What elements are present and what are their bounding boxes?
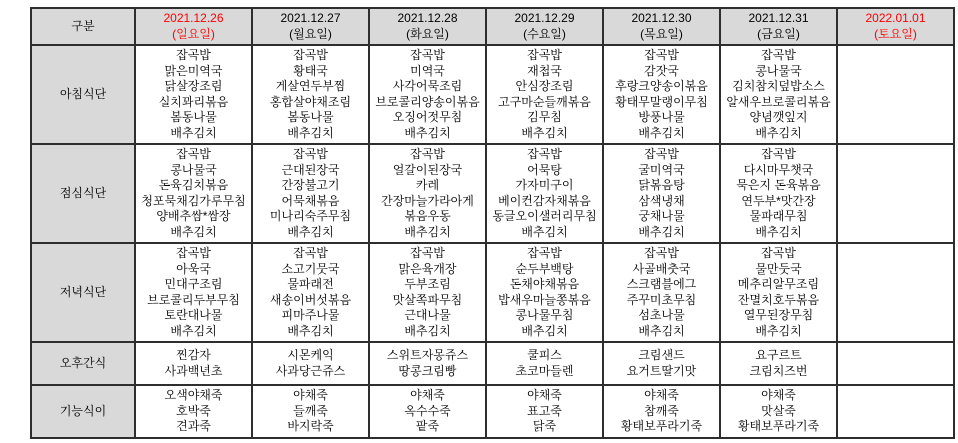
row-label: 아침식단 xyxy=(31,45,135,144)
menu-item: 닭죽 xyxy=(532,419,557,433)
menu-cell xyxy=(369,385,486,438)
menu-item: 배추김치 xyxy=(404,125,451,140)
menu-cell xyxy=(720,385,837,438)
menu-cell xyxy=(369,45,486,144)
menu-item: 옥수수죽 xyxy=(404,403,451,418)
menu-item: 오징어젓무침 xyxy=(392,110,463,124)
menu-item: 배추김치 xyxy=(638,323,685,338)
table-row xyxy=(31,144,954,243)
corner-label: 구분 xyxy=(31,8,135,45)
menu-item: 알새우브로콜리볶음 xyxy=(726,94,831,109)
header-weekday: (월요일) xyxy=(289,26,332,41)
menu-item: 쿨피스 xyxy=(527,348,562,362)
menu-cell xyxy=(837,144,954,243)
table-header xyxy=(31,8,954,45)
menu-item: 잡곡밥 xyxy=(644,48,679,62)
menu-item: 시몬케익 xyxy=(287,348,334,362)
menu-item: 간장불고기 xyxy=(281,178,340,192)
menu-item: 콩나물국 xyxy=(170,162,217,177)
menu-item: 참깨죽 xyxy=(644,403,679,418)
date-header-2021.12.31 xyxy=(720,8,837,45)
menu-item: 돈채야채볶음 xyxy=(509,277,580,291)
header-date: 2021.12.31 xyxy=(748,11,809,25)
menu-cell xyxy=(603,243,720,342)
menu-item: 브로콜리두부무침 xyxy=(147,292,240,307)
menu-cell xyxy=(252,385,369,438)
menu-cell xyxy=(486,385,603,438)
menu-item: 잡곡밥 xyxy=(410,147,445,161)
date-header-2022.01.01 xyxy=(837,8,954,45)
menu-item: 야채죽 xyxy=(644,388,679,402)
header-weekday: (토요일) xyxy=(874,26,917,41)
menu-item: 찐감자 xyxy=(176,348,211,362)
row-label: 점심식단 xyxy=(31,144,135,243)
header-date: 2022.01.01 xyxy=(865,11,926,25)
menu-cell xyxy=(486,342,603,385)
menu-cell xyxy=(837,385,954,438)
menu-item: 피마주나물 xyxy=(281,308,340,322)
menu-cell xyxy=(369,342,486,385)
menu-item: 크림샌드 xyxy=(638,348,685,362)
menu-item: 후랑크양송이볶음 xyxy=(615,79,708,93)
menu-item: 황태무말랭이무침 xyxy=(615,94,708,109)
menu-item: 굴미역국 xyxy=(638,162,685,177)
menu-item: 미나리숙주무침 xyxy=(269,209,352,223)
menu-item: 초코마들렌 xyxy=(515,363,574,378)
menu-item: 배추김치 xyxy=(521,224,568,239)
menu-item: 잡곡밥 xyxy=(410,246,445,260)
menu-item: 잡곡밥 xyxy=(176,246,211,260)
menu-item: 봄동나물 xyxy=(170,110,217,124)
menu-item: 배추김치 xyxy=(287,224,334,239)
menu-item: 배추김치 xyxy=(170,224,217,239)
menu-item: 두부조림 xyxy=(404,277,451,291)
menu-item: 민대구조림 xyxy=(164,277,223,291)
header-date: 2021.12.29 xyxy=(514,11,575,25)
menu-item: 맑은미역국 xyxy=(164,63,223,78)
menu-cell xyxy=(486,144,603,243)
menu-item: 실치꽈리볶음 xyxy=(158,94,229,109)
menu-cell xyxy=(135,243,252,342)
menu-item: 방풍나물 xyxy=(638,110,685,124)
menu-item: 잡곡밥 xyxy=(176,48,211,62)
menu-item: 배추김치 xyxy=(170,323,217,338)
date-header-2021.12.29 xyxy=(486,8,603,45)
menu-item: 아욱국 xyxy=(176,261,211,276)
menu-item: 잡곡밥 xyxy=(176,147,211,161)
menu-cell xyxy=(252,342,369,385)
menu-item: 잡곡밥 xyxy=(761,48,796,62)
menu-item: 야채죽 xyxy=(527,388,562,402)
header-weekday: (수요일) xyxy=(523,26,566,41)
menu-item: 미역국 xyxy=(410,63,445,78)
menu-item: 베이컨감자채볶음 xyxy=(498,193,591,208)
menu-item: 동글오이샐러리무침 xyxy=(492,209,597,223)
menu-item: 팥죽 xyxy=(415,419,440,433)
menu-item: 배추김치 xyxy=(404,323,451,338)
menu-item: 배추김치 xyxy=(521,125,568,140)
menu-item: 잔멸치호두볶음 xyxy=(737,292,820,307)
menu-cell xyxy=(369,243,486,342)
menu-item: 잡곡밥 xyxy=(761,246,796,260)
menu-item: 메추리알무조림 xyxy=(737,277,820,291)
menu-item: 새송이버섯볶음 xyxy=(269,292,352,307)
menu-cell xyxy=(603,45,720,144)
menu-item: 사과당근쥬스 xyxy=(275,363,346,378)
menu-item: 밥새우마늘쫑볶음 xyxy=(498,292,591,307)
menu-item: 잡곡밥 xyxy=(644,246,679,260)
menu-item: 잡곡밥 xyxy=(527,48,562,62)
menu-item: 야채죽 xyxy=(761,388,796,402)
menu-item: 야채죽 xyxy=(293,388,328,402)
menu-item: 돈육김치볶음 xyxy=(158,178,229,192)
menu-item: 잡곡밥 xyxy=(410,48,445,62)
menu-item: 배추김치 xyxy=(170,125,217,140)
menu-item: 얼갈이된장국 xyxy=(392,162,463,177)
menu-item: 배추김치 xyxy=(755,125,802,140)
menu-item: 근대된장국 xyxy=(281,162,340,177)
menu-item: 황태국 xyxy=(293,63,328,78)
menu-item: 사골배춧국 xyxy=(632,261,691,276)
menu-item: 고구마순들깨볶음 xyxy=(498,94,591,109)
menu-item: 오색야채죽 xyxy=(164,388,223,402)
menu-cell xyxy=(837,342,954,385)
menu-item: 잡곡밥 xyxy=(293,147,328,161)
menu-cell xyxy=(603,385,720,438)
menu-item: 물파래전 xyxy=(287,277,334,291)
menu-cell xyxy=(720,342,837,385)
header-weekday: (일요일) xyxy=(172,26,215,41)
menu-item: 닭볶음탕 xyxy=(638,178,685,192)
menu-item: 게살연두부찜 xyxy=(275,79,346,93)
menu-cell xyxy=(135,144,252,243)
menu-item: 양념깻잎지 xyxy=(749,110,808,124)
menu-item: 홍합살야채조림 xyxy=(269,94,352,109)
table-row xyxy=(31,243,954,342)
menu-item: 배추김치 xyxy=(638,125,685,140)
menu-item: 스크램블에그 xyxy=(626,277,697,291)
menu-item: 배추김치 xyxy=(755,224,802,239)
menu-item: 재첩국 xyxy=(527,63,562,78)
date-header-2021.12.27 xyxy=(252,8,369,45)
menu-item: 스위트자몽쥬스 xyxy=(386,348,469,362)
menu-item: 궁채나물 xyxy=(638,209,685,223)
date-header-2021.12.28 xyxy=(369,8,486,45)
menu-item: 콩나물국 xyxy=(755,63,802,78)
menu-item: 닭살장조림 xyxy=(164,79,223,93)
header-date: 2021.12.27 xyxy=(280,11,341,25)
header-weekday: (금요일) xyxy=(757,26,800,41)
menu-cell xyxy=(486,243,603,342)
menu-item: 김무침 xyxy=(527,110,562,124)
menu-item: 잡곡밥 xyxy=(527,147,562,161)
menu-item: 묵은지 돈육볶음 xyxy=(736,178,821,192)
menu-cell xyxy=(603,342,720,385)
date-header-2021.12.26 xyxy=(135,8,252,45)
menu-item: 잡곡밥 xyxy=(527,246,562,260)
menu-item: 잡곡밥 xyxy=(761,147,796,161)
menu-item: 감잣국 xyxy=(644,63,679,78)
menu-item: 배추김치 xyxy=(521,323,568,338)
table-row xyxy=(31,342,954,385)
menu-item: 배추김치 xyxy=(287,125,334,140)
menu-cell xyxy=(486,45,603,144)
menu-item: 야채죽 xyxy=(410,388,445,402)
menu-item: 요구르트 xyxy=(755,348,802,362)
row-label: 기능식이 xyxy=(31,385,135,438)
date-header-2021.12.30 xyxy=(603,8,720,45)
menu-item: 근대나물 xyxy=(404,308,451,322)
menu-cell xyxy=(603,144,720,243)
menu-item: 볶음우동 xyxy=(404,209,451,223)
menu-cell xyxy=(837,45,954,144)
menu-cell xyxy=(135,385,252,438)
menu-item: 섬초나물 xyxy=(638,308,685,322)
menu-item: 맑은육개장 xyxy=(398,261,457,276)
menu-item: 카레 xyxy=(415,178,440,192)
menu-item: 연두부*맛간장 xyxy=(741,193,816,208)
menu-item: 잡곡밥 xyxy=(644,147,679,161)
menu-item: 잡곡밥 xyxy=(293,246,328,260)
menu-cell xyxy=(135,342,252,385)
menu-item: 어묵탕 xyxy=(527,162,562,177)
row-label: 저녁식단 xyxy=(31,243,135,342)
menu-cell xyxy=(252,45,369,144)
menu-item: 사각어묵조림 xyxy=(392,79,463,93)
menu-item: 순두부백탕 xyxy=(515,261,574,276)
menu-cell xyxy=(837,243,954,342)
table-row xyxy=(31,385,954,438)
menu-item: 삼색냉채 xyxy=(638,193,685,208)
table-body xyxy=(31,45,954,438)
menu-item: 들깨죽 xyxy=(293,403,328,418)
menu-item: 표고죽 xyxy=(527,403,562,418)
menu-item: 소고기뭇국 xyxy=(281,261,340,276)
menu-item: 사과백년초 xyxy=(164,363,223,378)
menu-item: 요거트딸기맛 xyxy=(626,363,697,378)
menu-item: 주꾸미초무침 xyxy=(626,292,697,307)
menu-item: 안심장조림 xyxy=(515,79,574,93)
menu-item: 잡곡밥 xyxy=(293,48,328,62)
menu-item: 청포묵채김가루무침 xyxy=(141,193,246,208)
menu-item: 간장마늘가라아게 xyxy=(381,193,474,208)
menu-item: 견과죽 xyxy=(176,419,211,433)
menu-item: 양배추쌈*쌈장 xyxy=(156,209,231,223)
menu-item: 호박죽 xyxy=(176,403,211,418)
menu-cell xyxy=(720,45,837,144)
menu-item: 배추김치 xyxy=(287,323,334,338)
menu-item: 배추김치 xyxy=(638,224,685,239)
meal-plan-table xyxy=(30,7,955,439)
menu-cell xyxy=(720,243,837,342)
menu-item: 황태보푸라기죽 xyxy=(737,419,820,433)
header-date: 2021.12.30 xyxy=(631,11,692,25)
menu-item: 브로콜리양송이볶음 xyxy=(375,94,480,109)
menu-item: 봄동나물 xyxy=(287,110,334,124)
menu-cell xyxy=(252,243,369,342)
menu-item: 가자미구이 xyxy=(515,178,574,192)
table-row xyxy=(31,45,954,144)
menu-item: 맛살쪽파무침 xyxy=(392,292,463,307)
menu-item: 배추김치 xyxy=(404,224,451,239)
menu-cell xyxy=(720,144,837,243)
menu-item: 배추김치 xyxy=(755,323,802,338)
menu-cell xyxy=(135,45,252,144)
menu-item: 어묵채볶음 xyxy=(281,193,340,208)
header-row xyxy=(31,8,954,45)
menu-item: 열무된장무침 xyxy=(743,308,814,322)
row-label: 오후간식 xyxy=(31,342,135,385)
menu-item: 황태보푸라기죽 xyxy=(620,419,703,433)
menu-item: 맛살죽 xyxy=(761,403,796,418)
header-weekday: (화요일) xyxy=(406,26,449,41)
menu-item: 바지락죽 xyxy=(287,419,334,433)
menu-item: 토란대나물 xyxy=(164,308,223,322)
menu-item: 물파래무침 xyxy=(749,209,808,223)
menu-item: 크림치즈번 xyxy=(749,363,808,378)
menu-item: 물만둣국 xyxy=(755,261,802,276)
menu-item: 다시마무챗국 xyxy=(743,162,814,177)
header-date: 2021.12.26 xyxy=(163,11,224,25)
menu-item: 콩나물무침 xyxy=(515,308,574,322)
menu-cell xyxy=(369,144,486,243)
header-date: 2021.12.28 xyxy=(397,11,458,25)
menu-item: 김치참치덮밥소스 xyxy=(732,79,825,93)
menu-item: 땅콩크림빵 xyxy=(398,363,457,378)
menu-cell xyxy=(252,144,369,243)
header-weekday: (목요일) xyxy=(640,26,683,41)
